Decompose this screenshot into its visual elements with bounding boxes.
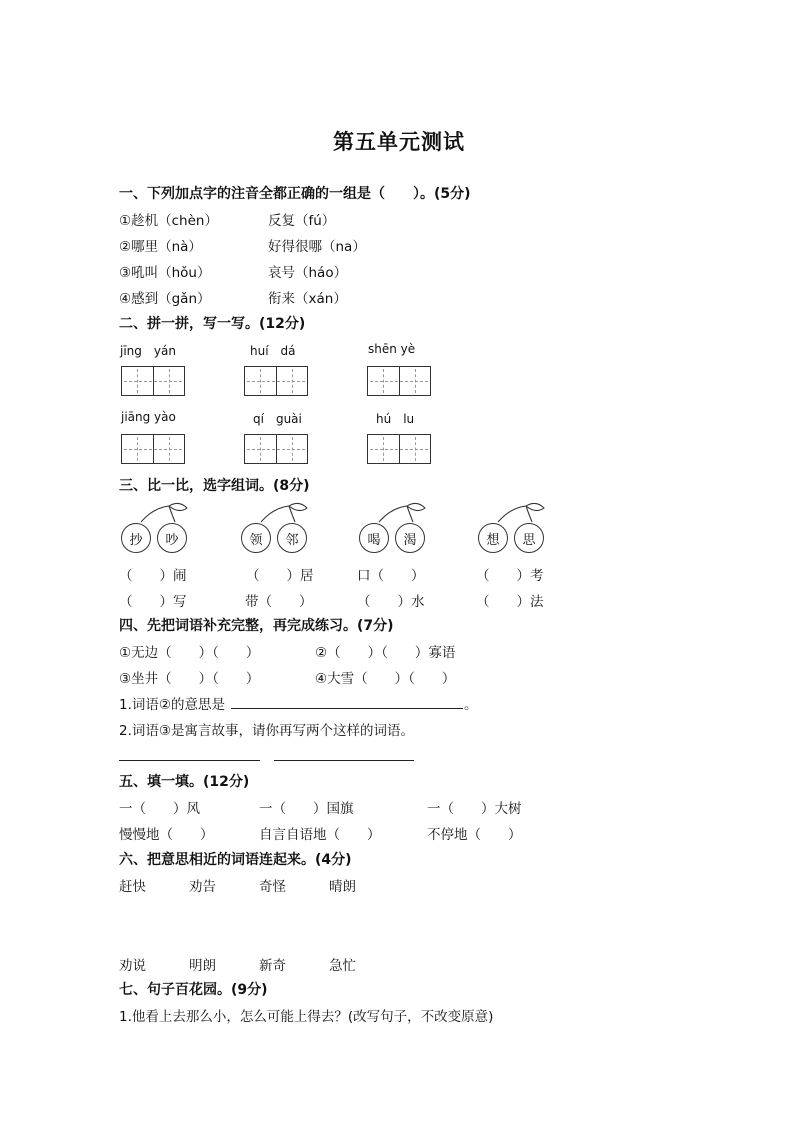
section-7-heading: 七、句子百花园。(9分) [119, 982, 268, 998]
s5-blank-2-1[interactable]: 慢慢地（ ） [119, 827, 214, 843]
section-5-heading: 五、填一填。(12分) [119, 774, 250, 790]
page-title: 第五单元测试 [333, 129, 465, 154]
section-6-heading: 六、把意思相近的词语连起来。(4分) [119, 852, 352, 868]
section-1-heading: 一、下列加点字的注音全都正确的一组是（ ）。(5分) [119, 186, 471, 202]
s3-blank-2-1[interactable]: （ ）写 [119, 594, 187, 610]
cherry-char-3a: 喝 [359, 523, 389, 553]
s3-blank-1-1[interactable]: （ ）闹 [119, 568, 187, 584]
section-4-heading: 四、先把词语补充完整，再完成练习。(7分) [119, 618, 394, 634]
s4-question-1: 1.词语②的意思是 [119, 697, 225, 713]
s4-word-3[interactable]: ③坐井（ ）（ ） [119, 671, 260, 687]
s1-option-3b: 哀号（háo） [268, 265, 348, 281]
pinyin-6: hú lu [376, 412, 415, 426]
s6-top-word-3[interactable]: 奇怪 [259, 879, 286, 895]
writing-box-3[interactable] [367, 366, 431, 396]
cherry-char-3b: 渴 [395, 523, 425, 553]
s1-option-2b: 好得很哪（na） [268, 239, 366, 255]
s3-blank-1-2[interactable]: （ ）居 [246, 568, 314, 584]
cherry-char-1a: 抄 [121, 523, 151, 553]
cherry-char-2a: 领 [241, 523, 271, 553]
s4-answer-line-2a[interactable] [119, 760, 260, 761]
s1-option-3a: ③吼叫（hǒu） [119, 265, 211, 281]
s3-blank-2-2[interactable]: 带（ ） [245, 594, 313, 610]
s5-blank-2-3[interactable]: 不停地（ ） [427, 827, 522, 843]
s6-bottom-word-3[interactable]: 新奇 [259, 958, 286, 974]
cherry-char-1b: 吵 [157, 523, 187, 553]
s7-question-1: 1.他看上去那么小，怎么可能上得去？(改写句子，不改变原意) [119, 1009, 494, 1025]
s6-bottom-word-1[interactable]: 劝说 [119, 958, 146, 974]
section-2-heading: 二、拼一拼，写一写。(12分) [119, 316, 306, 332]
s5-blank-2-2[interactable]: 自言自语地（ ） [259, 827, 381, 843]
writing-box-4[interactable] [121, 434, 185, 464]
s4-answer-line-2b[interactable] [274, 760, 414, 761]
s5-blank-1-2[interactable]: 一（ ）国旗 [259, 801, 354, 817]
s3-blank-2-4[interactable]: （ ）法 [476, 594, 544, 610]
s6-bottom-word-2[interactable]: 明朗 [189, 958, 216, 974]
s4-word-2[interactable]: ②（ ）（ ）寡语 [315, 645, 456, 661]
s4-question-2: 2.词语③是寓言故事，请你再写两个这样的词语。 [119, 723, 414, 739]
s4-question-1-end: 。 [464, 697, 478, 713]
s4-word-1[interactable]: ①无边（ ）（ ） [119, 645, 260, 661]
cherry-char-4b: 思 [514, 523, 544, 553]
s1-option-1b: 反复（fú） [268, 213, 336, 229]
cherry-char-2b: 邻 [277, 523, 307, 553]
writing-box-5[interactable] [244, 434, 308, 464]
pinyin-1: jīng yán [120, 344, 176, 358]
s3-blank-1-3[interactable]: 口（ ） [357, 568, 425, 584]
pinyin-4: jiāng yào [121, 410, 176, 424]
s6-top-word-2[interactable]: 劝告 [189, 879, 216, 895]
section-3-heading: 三、比一比，选字组词。(8分) [119, 478, 310, 494]
s3-blank-1-4[interactable]: （ ）考 [476, 568, 544, 584]
s6-top-word-4[interactable]: 晴朗 [329, 879, 356, 895]
writing-box-2[interactable] [244, 366, 308, 396]
writing-box-6[interactable] [367, 434, 431, 464]
s3-blank-2-3[interactable]: （ ）水 [357, 594, 425, 610]
s1-option-1a: ①趁机（chèn） [119, 213, 218, 229]
s1-option-4b: 衔来（xán） [268, 291, 347, 307]
pinyin-2: huí dá [250, 344, 296, 358]
s4-word-4[interactable]: ④大雪（ ）（ ） [315, 671, 456, 687]
s6-bottom-word-4[interactable]: 急忙 [329, 958, 356, 974]
writing-box-1[interactable] [121, 366, 185, 396]
s4-answer-line-1[interactable] [231, 708, 463, 709]
cherry-char-4a: 想 [478, 523, 508, 553]
s6-top-word-1[interactable]: 赶快 [119, 879, 146, 895]
s1-option-2a: ②哪里（nà） [119, 239, 202, 255]
pinyin-5: qí guài [253, 412, 302, 426]
s5-blank-1-1[interactable]: 一（ ）风 [119, 801, 200, 817]
s5-blank-1-3[interactable]: 一（ ）大树 [427, 801, 522, 817]
s1-option-4a: ④感到（gǎn） [119, 291, 211, 307]
pinyin-3: shēn yè [368, 342, 416, 356]
